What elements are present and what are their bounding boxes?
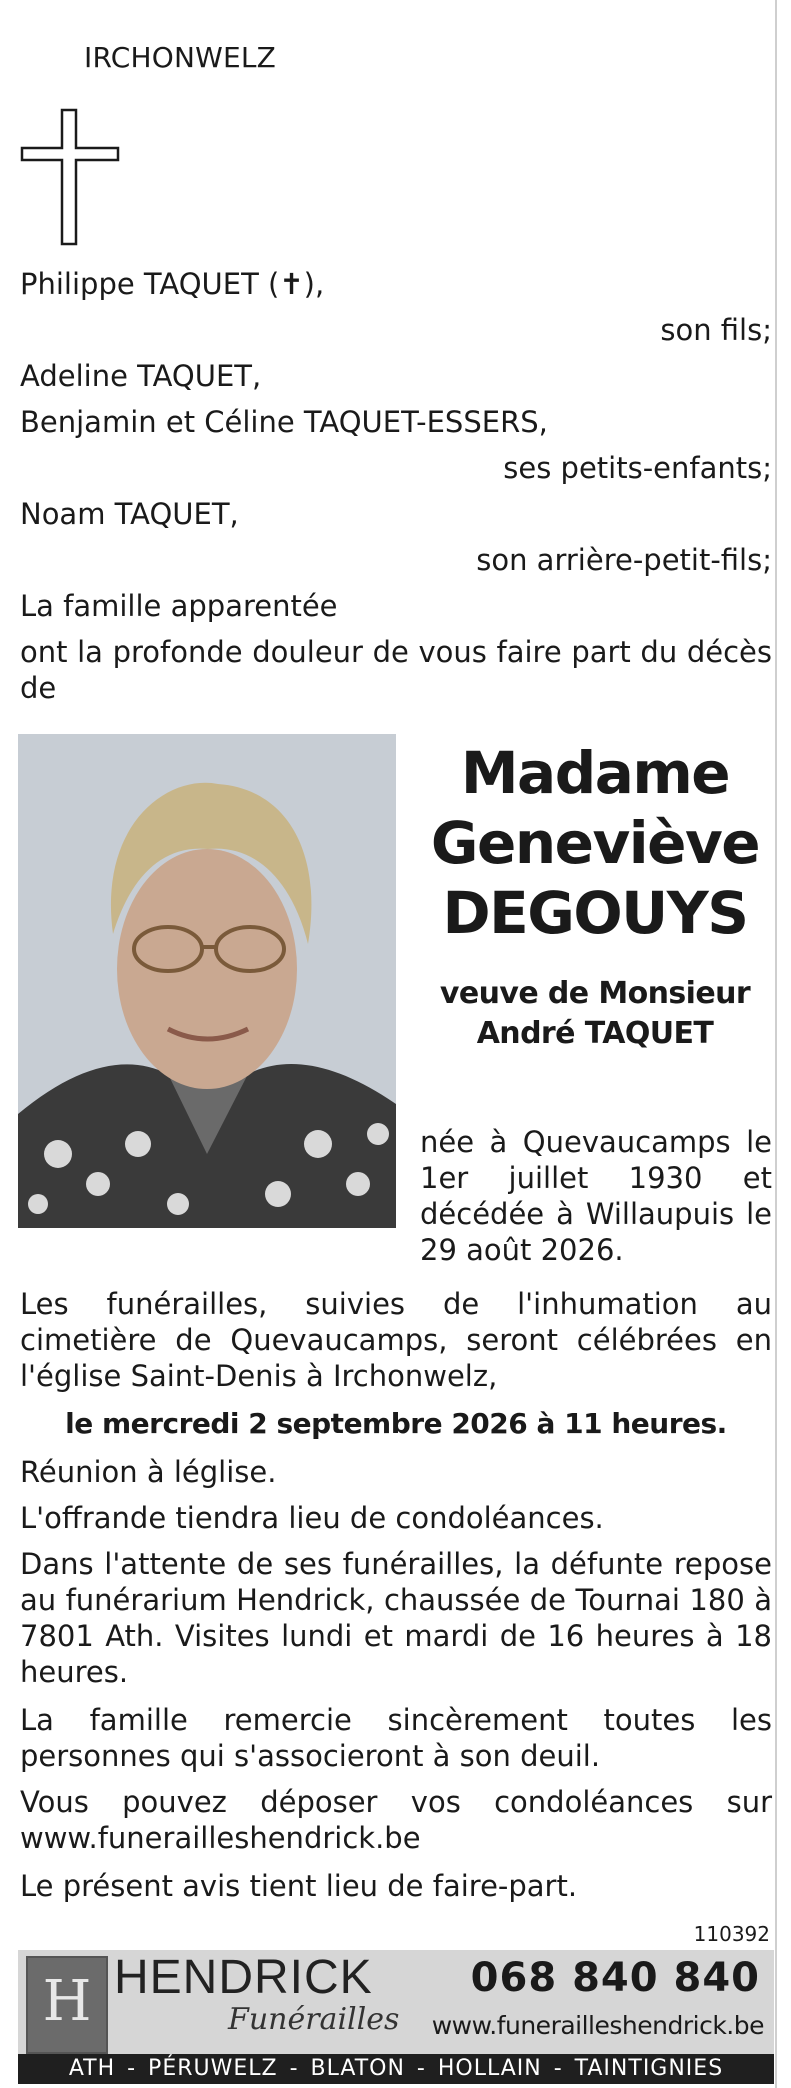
family-line: Benjamin et Céline TAQUET-ESSERS, bbox=[20, 405, 548, 439]
portrait-photo bbox=[18, 734, 396, 1228]
family-line: La famille apparentée bbox=[20, 589, 338, 623]
family-line: son arrière-petit-fils; bbox=[476, 543, 772, 577]
brand-subtitle: Funérailles bbox=[228, 2002, 400, 2037]
family-line: ses petits-enfants; bbox=[503, 451, 772, 485]
family-line: Philippe TAQUET (✝), bbox=[20, 267, 325, 301]
notice-text: Le présent avis tient lieu de faire-part. bbox=[20, 1869, 578, 1903]
family-line: Adeline TAQUET, bbox=[20, 359, 262, 393]
reference-number: 110392 bbox=[693, 1922, 770, 1946]
deceased-name-block bbox=[410, 738, 780, 1054]
brand-name: HENDRICK bbox=[114, 1951, 373, 2004]
deceased-last-name: DEGOUYS bbox=[442, 879, 748, 947]
deceased-first-name: Geneviève bbox=[430, 809, 760, 877]
birth-death-text: née à Quevaucamps le 1er juillet 1930 et décédée à Willaupuis le 29 août 2026. bbox=[420, 1125, 772, 1267]
family-line: Noam TAQUET, bbox=[20, 497, 239, 531]
funeral-home-banner bbox=[18, 1950, 774, 2084]
widow-line-2: André TAQUET bbox=[476, 1016, 714, 1051]
website-link[interactable]: www.funerailleshendrick.be bbox=[431, 2011, 764, 2040]
rest-text: Dans l'attente de ses funérailles, la défunte repose au funérarium Hendrick, chaussée de Tournai 180 à 7801 Ath. Visites lundi et mardi de 16 heures à 18 heures. bbox=[20, 1547, 772, 1689]
condolences-text: Vous pouvez déposer vos condoléances sur www.funerailleshendrick.be bbox=[20, 1785, 772, 1855]
phone-number: 068 840 840 bbox=[470, 1955, 760, 2001]
towns-bar: ATH - PÉRUWELZ - BLATON - HOLLAIN - TAINTIGNIES bbox=[18, 2054, 774, 2084]
offering-text: L'offrande tiendra lieu de condoléances. bbox=[20, 1501, 604, 1535]
family-line: son fils; bbox=[660, 313, 772, 347]
cross-icon bbox=[20, 108, 120, 248]
logo-letter: H bbox=[42, 1969, 92, 2034]
meeting-text: Réunion à léglise. bbox=[20, 1455, 277, 1489]
deceased-title: Madame bbox=[460, 739, 730, 807]
thanks-text: La famille remercie sincèrement toutes les personnes qui s'associeront à son deuil. bbox=[20, 1703, 772, 1773]
funeral-text: Les funérailles, suivies de l'inhumation au cimetière de Quevaucamps, seront célébrées en l'église Saint-Denis à Irchonwelz, bbox=[20, 1287, 772, 1393]
hendrick-logo bbox=[26, 1956, 108, 2054]
announcement-text: ont la profonde douleur de vous faire part du décès de bbox=[20, 635, 772, 705]
location-heading: IRCHONWELZ bbox=[84, 41, 277, 74]
funeral-date: le mercredi 2 septembre 2026 à 11 heures. bbox=[65, 1407, 727, 1440]
widow-line-1: veuve de Monsieur bbox=[439, 976, 751, 1011]
